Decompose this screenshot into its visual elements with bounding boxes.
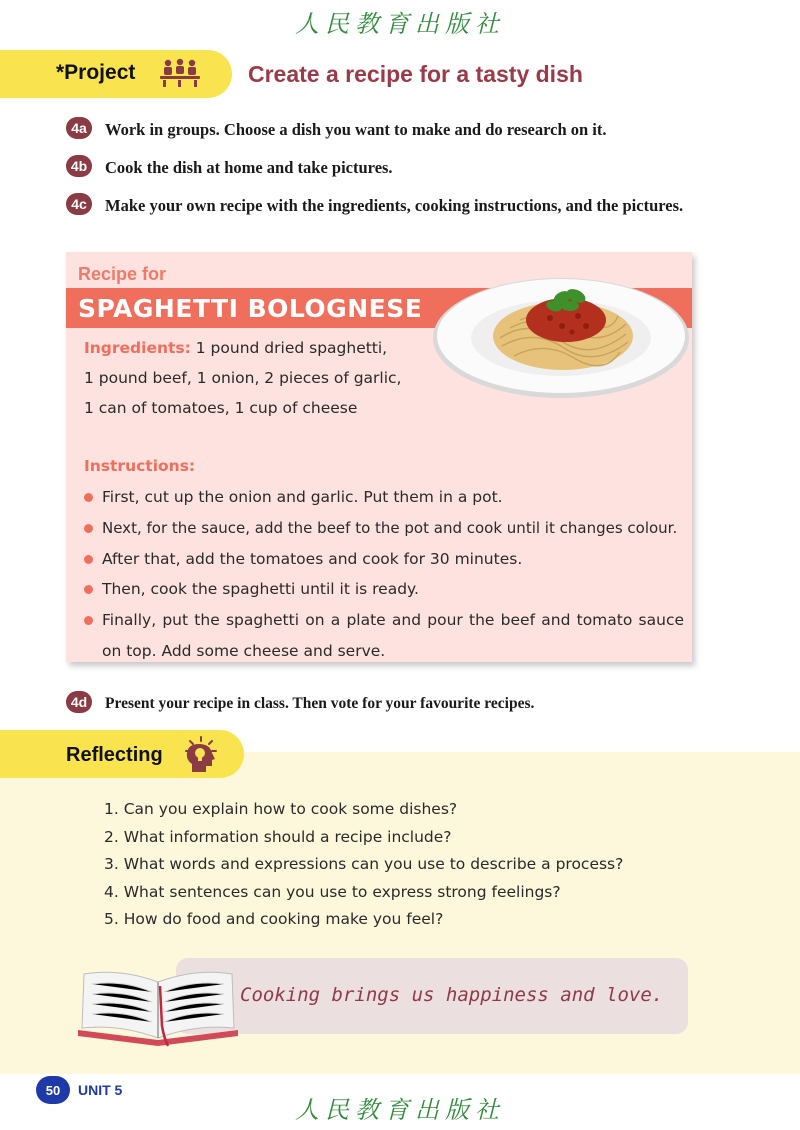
list-item [84,482,684,513]
task-badge: 4c [66,193,92,215]
step-text: After that, add the tomatoes and cook for 30 minutes. [102,549,523,568]
step-text: Then, cook the spaghetti until it is ready. [102,580,419,599]
task-text: Cook the dish at home and take pictures. [105,158,393,177]
list-item [84,544,684,575]
step-text: Finally, put the spaghetti on a plate and pour the beef and tomato sauce on top. Add some cheese and serve. [102,611,684,660]
dish-title: SPAGHETTI BOLOGNESE [78,294,423,323]
task-4d [66,692,534,716]
bullet-icon [84,493,93,502]
ingredients-label: Ingredients: [84,339,191,357]
ingredients-line-3: 1 can of tomatoes, 1 cup of cheese [84,399,358,417]
list-item: 3. What words and expressions can you use to describe a process? [104,855,624,873]
bullet-icon [84,585,93,594]
list-item [84,574,684,605]
task-text: Work in groups. Choose a dish you want to make and do research on it. [105,120,607,139]
task-4b [66,156,393,180]
reflecting-label: Reflecting [66,744,163,766]
recipe-heading: Recipe for [78,264,167,284]
reflecting-questions [104,796,623,934]
ingredients-text: 1 pound dried spaghetti, [190,339,388,357]
step-text: First, cut up the onion and garlic. Put them in a pot. [102,488,503,506]
spaghetti-plate-image [430,268,692,400]
bullet-icon [84,524,93,533]
task-4c [66,194,706,218]
quote-text: Cooking brings us happiness and love. [240,984,664,1006]
bullet-icon [84,616,93,625]
step-text: Next, for the sauce, add the beef to the pot and cook until it changes colour. [102,518,678,537]
project-label: *Project [56,61,136,84]
list-item: 1. Can you explain how to cook some dishes? [104,800,458,818]
instructions-label: Instructions: [84,457,196,475]
page-number-badge: 50 [36,1076,70,1104]
project-title: Create a recipe for a tasty dish [248,61,583,87]
task-text: Make your own recipe with the ingredients, cooking instructions, and the pictures. [105,196,684,215]
task-text: Present your recipe in class. Then vote for your favourite recipes. [105,695,535,712]
task-badge: 4d [66,691,92,713]
list-item: 4. What sentences can you use to express strong feelings? [104,882,561,901]
instructions-list [84,482,684,667]
list-item [84,513,684,544]
list-item: 2. What information should a recipe include? [104,827,452,846]
head-lightbulb-icon [184,736,218,774]
list-item [84,605,684,667]
task-4a [66,118,607,142]
task-badge: 4a [66,117,92,139]
unit-label: UNIT 5 [78,1082,123,1098]
group-of-people-icon [158,58,202,88]
open-book-icon [74,966,242,1048]
ingredients-line-2: 1 pound beef, 1 onion, 2 pieces of garlic, [84,369,402,387]
publisher-header: 人民教育出版社 [295,10,505,38]
publisher-footer: 人民教育出版社 [295,1096,505,1124]
task-badge: 4b [66,155,92,177]
ingredients-line-1 [84,339,387,357]
list-item: 5. How do food and cooking make you feel? [104,910,444,928]
bullet-icon [84,555,93,564]
